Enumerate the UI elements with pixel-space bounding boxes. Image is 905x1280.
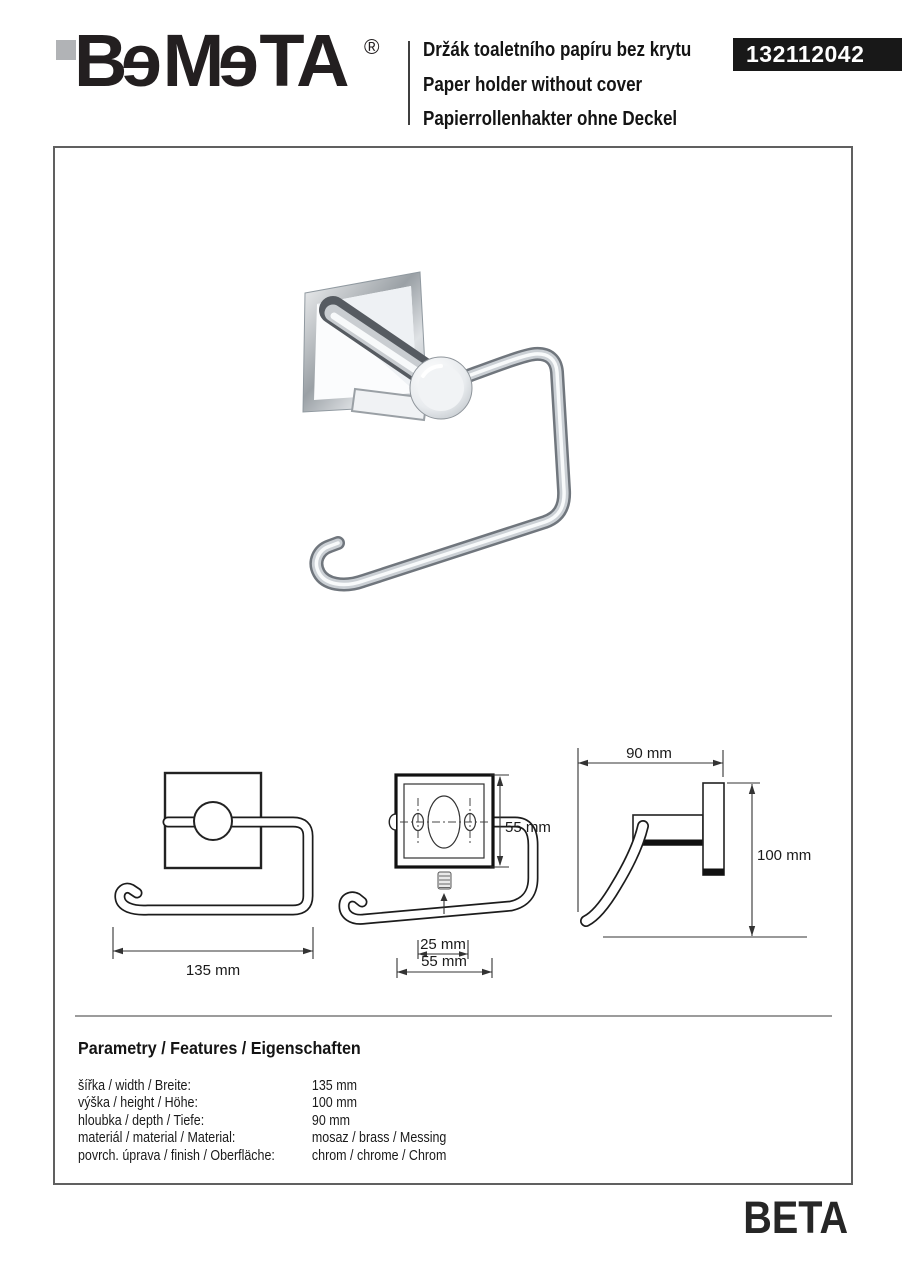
param-row-depth — [78, 1113, 446, 1130]
params-divider — [75, 1015, 832, 1017]
drawing-back-view — [344, 775, 551, 978]
dim-side-depth-label: 90 mm — [626, 745, 672, 762]
drawing-side-view — [578, 745, 811, 937]
series-name: BETA — [743, 1192, 848, 1243]
params-heading: Parametry / Features / Eigenschaften — [78, 1038, 361, 1058]
param-label: povrch. úprava / finish / Oberfläche: — [78, 1147, 275, 1164]
drawing-front-view — [113, 773, 313, 979]
header-divider — [408, 41, 410, 125]
dim-front-width-label: 135 mm — [185, 962, 241, 979]
param-row-width — [78, 1078, 446, 1095]
param-value: mosaz / brass / Messing — [311, 1130, 447, 1147]
photo-hub — [410, 357, 472, 419]
param-label: šířka / width / Breite: — [78, 1078, 191, 1094]
param-label: materiál / material / Material: — [78, 1130, 236, 1147]
param-value: 90 mm — [311, 1112, 351, 1129]
brand-logo-text: BeMeTA — [74, 19, 347, 102]
param-label: hloubka / depth / Tiefe: — [78, 1112, 205, 1129]
param-row-finish — [78, 1148, 446, 1165]
product-title-block — [423, 33, 691, 137]
dim-back-height-label: 55 mm — [505, 819, 551, 836]
params-table — [78, 1078, 446, 1165]
dim-side-height-label: 100 mm — [757, 847, 812, 864]
dim-hole-spacing-label: 25 mm — [420, 936, 466, 953]
technical-drawings — [53, 735, 853, 995]
product-photo — [265, 250, 705, 660]
product-title-german: Papierrollenhakter ohne Deckel — [423, 108, 678, 130]
product-title-czech: Držák toaletního papíru bez krytu — [423, 39, 692, 61]
registered-trademark-symbol: ® — [364, 36, 380, 59]
param-row-height — [78, 1095, 446, 1112]
product-title-english: Paper holder without cover — [423, 73, 643, 96]
dim-back-width-label: 55 mm — [421, 953, 467, 970]
product-code-badge: 132112042 — [733, 38, 902, 71]
param-row-material — [78, 1130, 446, 1147]
param-value: chrom / chrome / Chrom — [311, 1147, 447, 1164]
brand-gray-square — [56, 40, 76, 60]
param-value: 135 mm — [311, 1078, 357, 1094]
param-value: 100 mm — [311, 1095, 357, 1112]
param-label: výška / height / Höhe: — [78, 1095, 198, 1112]
